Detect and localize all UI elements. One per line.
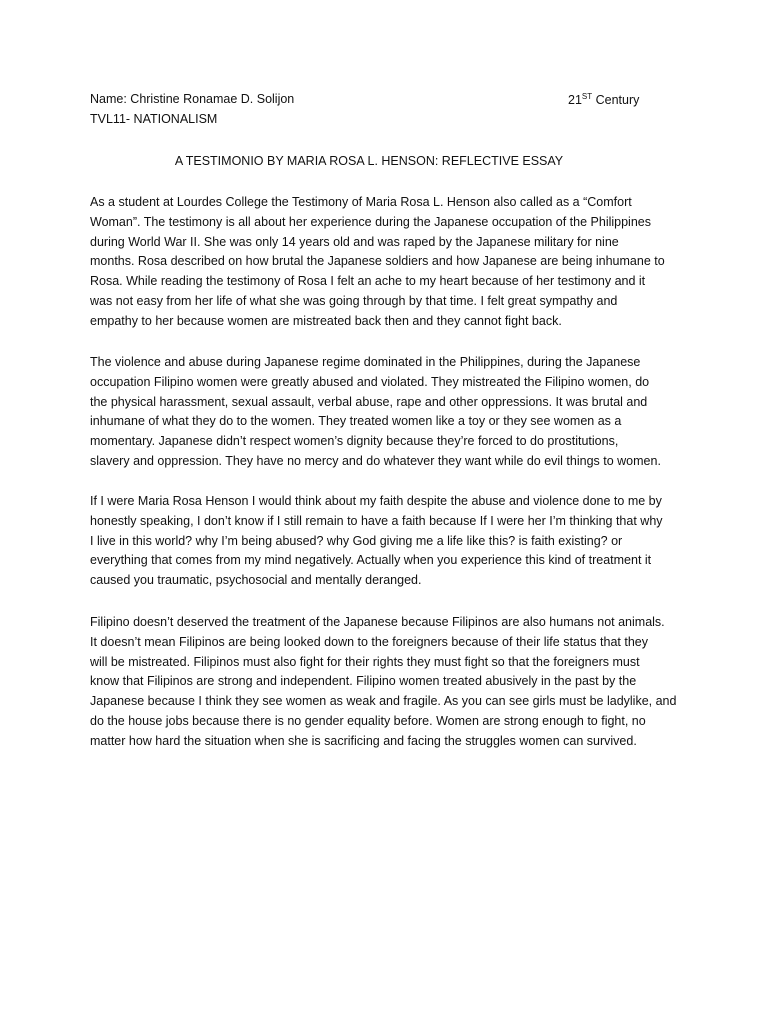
text-line: everything that comes from my mind negatively. Actually when you experience this kind of treatment it [90,553,652,568]
text-line: months. Rosa described on how brutal the Japanese soldiers and how Japanese are being inhumane to [90,254,665,269]
text-line: I live in this world? why I’m being abused? why God giving me a life like this? is faith existing? or [90,533,623,548]
subject-line: TVL11- NATIONALISM [90,112,218,126]
paragraph-4 [90,613,677,752]
text-line: The violence and abuse during Japanese regime dominated in the Philippines, during the Japanese [90,355,641,369]
text-line: was not easy from her life of what she was going through by that time. I felt great sympathy and [90,293,618,308]
text-line: matter how hard the situation when she is sacrificing and facing the struggles women can survived. [90,733,637,748]
century-word: Century [595,93,640,107]
text-line: caused you traumatic, psychosocial and mentally deranged. [90,573,422,588]
paragraph-2 [90,353,661,472]
course-label [568,92,639,107]
text-line: inhumane of what they do to the women. They treated women like a toy or they see women as a [90,414,622,429]
paragraph-3 [90,492,663,591]
text-line: know that Filipinos are strong and independent. Filipino women treated abusively in the past by the [90,674,637,689]
text-line: It doesn’t mean Filipinos are being looked down to the foreigners because of their life status that they [90,634,648,649]
text-line: occupation Filipino women were greatly abused and violated. They mistreated the Filipino women, do [90,374,650,389]
student-name: Name: Christine Ronamae D. Solijon [90,92,295,106]
text-line: the physical harassment, sexual assault, verbal abuse, rape and other oppressions. It was brutal and [90,394,648,409]
header-row [90,92,650,112]
text-line: As a student at Lourdes College the Testimony of Maria Rosa L. Henson also called as a “Comfort [90,195,632,209]
text-line: Filipino doesn’t deserved the treatment of the Japanese because Filipinos are also humans not animals. [90,615,665,629]
text-line: do the house jobs because there is no gender equality before. Women are strong enough to fight, no [90,713,646,728]
text-line: honestly speaking, I don’t know if I still remain to have a faith because If I were her I’m thinking that why [90,513,663,528]
paragraph-1 [90,193,665,332]
text-line: If I were Maria Rosa Henson I would think about my faith despite the abuse and violence done to me by [90,494,662,508]
text-line: empathy to her because women are mistreated back then and they cannot fight back. [90,313,562,328]
essay-title: A TESTIMONIO BY MARIA ROSA L. HENSON: REFLECTIVE ESSAY [174,154,564,168]
text-line: Rosa. While reading the testimony of Rosa I felt an ache to my heart because of her testimony and it [90,274,646,289]
century-suffix: ST [581,92,593,101]
century-number: 21 [568,93,582,107]
text-line: slavery and oppression. They have no mercy and do whatever they want while do evil things to women. [90,453,661,468]
text-line: will be mistreated. Filipinos must also fight for their rights they must fight so that the foreigners must [90,654,640,669]
text-line: Woman”. The testimony is all about her experience during the Japanese occupation of the Philippines [90,214,651,229]
text-line: momentary. Japanese didn’t respect women’s dignity because they’re forced to do prostitutions, [90,434,619,449]
text-line: Japanese because I think they see women as weak and fragile. As you can see girls must be ladylike, and [90,694,677,709]
text-line: during World War II. She was only 14 years old and was raped by the Japanese military for nine [90,234,619,249]
